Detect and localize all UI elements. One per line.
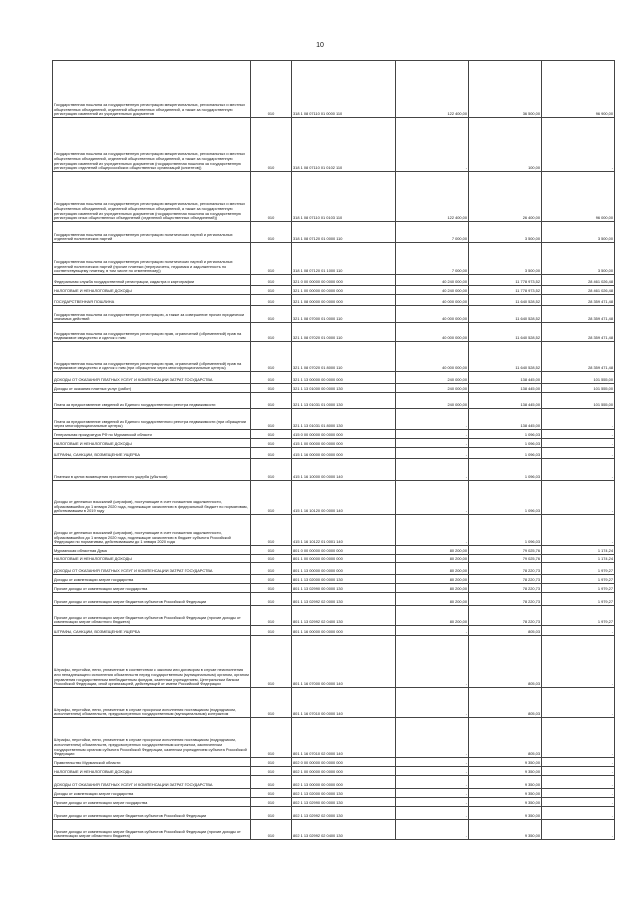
row-code-cell: 010 xyxy=(251,767,292,776)
row-kbk-cell: 415 1 16 00000 00 0000 000 xyxy=(292,448,396,459)
row-executed-cell: 11 640 528,52 xyxy=(469,342,542,372)
row-approved-cell: 240 000,00 xyxy=(396,393,469,409)
row-executed-cell: 138 445,00 xyxy=(469,393,542,409)
row-name-cell: Государственная пошлина за государственную регистрацию прав, ограничений (обременений) прав на недвижимое имущество и сделок с ним (при обращении через многофункциональные центры) xyxy=(53,342,251,372)
row-executed-cell: 1 096,03 xyxy=(469,459,542,481)
row-name-cell: Прочие доходы от компенсации затрат бюджетов субъектов Российской Федерации (прочие доходы от компенсации затрат областного бюджета) xyxy=(53,606,251,626)
row-kbk-cell: 802 1 00 00000 00 0000 000 xyxy=(292,767,396,776)
table-row xyxy=(53,515,615,546)
row-kbk-cell: 801 1 13 02990 00 0000 130 xyxy=(292,584,396,593)
row-executed-cell: 9 350,00 xyxy=(469,776,542,789)
table-row xyxy=(53,758,615,767)
row-unexecuted-cell: 1 979,27 xyxy=(542,563,615,575)
row-kbk-cell: 318 1 08 07120 01 1000 110 xyxy=(292,243,396,275)
row-kbk-cell: 801 1 00 00000 00 0000 000 xyxy=(292,555,396,563)
row-code-cell: 010 xyxy=(251,118,292,172)
row-name-cell: Генеральная прокуратура РФ по Мурманской области xyxy=(53,430,251,439)
income-table-body xyxy=(53,61,615,840)
row-approved-cell: - xyxy=(396,118,469,172)
row-name-cell: Доходы от компенсации затрат государства xyxy=(53,789,251,798)
row-executed-cell: 11 778 973,52 xyxy=(469,286,542,295)
table-row xyxy=(53,606,615,626)
table-row xyxy=(53,546,615,555)
row-executed-cell: 79 025,76 xyxy=(469,555,542,563)
row-approved-cell: - xyxy=(396,767,469,776)
row-approved-cell: 40 240 000,00 xyxy=(396,275,469,286)
row-executed-cell: 26 400,00 xyxy=(469,172,542,222)
row-approved-cell: 122 400,00 xyxy=(396,61,469,118)
row-name-cell: ШТРАФЫ, САНКЦИИ, ВОЗМЕЩЕНИЕ УЩЕРБА xyxy=(53,448,251,459)
row-kbk-cell: 801 1 13 02992 02 0000 130 xyxy=(292,593,396,606)
row-unexecuted-cell: - xyxy=(542,636,615,688)
row-executed-cell: 11 778 973,52 xyxy=(469,275,542,286)
table-row xyxy=(53,636,615,688)
row-code-cell: 010 xyxy=(251,306,292,323)
row-approved-cell: 40 240 000,00 xyxy=(396,286,469,295)
row-executed-cell: 1 096,03 xyxy=(469,430,542,439)
row-kbk-cell: 321 1 13 00000 00 0000 000 xyxy=(292,372,396,384)
row-approved-cell: 40 000 000,00 xyxy=(396,306,469,323)
row-name-cell: ГОСУДАРСТВЕННАЯ ПОШЛИНА xyxy=(53,295,251,306)
row-unexecuted-cell: - xyxy=(542,798,615,807)
row-approved-cell: 40 000 000,00 xyxy=(396,323,469,342)
row-unexecuted-cell: 101 555,00 xyxy=(542,384,615,393)
row-code-cell: 010 xyxy=(251,323,292,342)
row-unexecuted-cell: 1 174,24 xyxy=(542,546,615,555)
row-name-cell: Мурманская областная Дума xyxy=(53,546,251,555)
row-name-cell: Правительство Мурманской области xyxy=(53,758,251,767)
row-code-cell: 010 xyxy=(251,636,292,688)
table-row xyxy=(53,295,615,306)
row-code-cell: 010 xyxy=(251,758,292,767)
row-code-cell: 010 xyxy=(251,789,292,798)
table-row xyxy=(53,481,615,515)
row-kbk-cell: 802 1 13 02000 00 0000 130 xyxy=(292,789,396,798)
row-approved-cell: - xyxy=(396,636,469,688)
table-row xyxy=(53,555,615,563)
row-executed-cell: 9 350,00 xyxy=(469,789,542,798)
row-code-cell: 010 xyxy=(251,688,292,718)
row-approved-cell: - xyxy=(396,459,469,481)
row-approved-cell: 7 000,00 xyxy=(396,243,469,275)
row-unexecuted-cell: - xyxy=(542,789,615,798)
row-approved-cell: - xyxy=(396,807,469,820)
row-executed-cell: 9 350,00 xyxy=(469,758,542,767)
row-code-cell: 010 xyxy=(251,372,292,384)
row-code-cell: 010 xyxy=(251,295,292,306)
table-row xyxy=(53,393,615,409)
row-kbk-cell: 321 1 08 07000 01 0000 110 xyxy=(292,306,396,323)
row-code-cell: 010 xyxy=(251,584,292,593)
row-kbk-cell: 802 1 13 00000 00 0000 000 xyxy=(292,776,396,789)
row-name-cell: Государственная пошлина за государственную регистрацию политических партий и региональных отделений политических партий (прочие платежи (перерасчеты, недоимка и задолженность по соответствующему платежу, в том числе по отмененному)) xyxy=(53,243,251,275)
row-code-cell: 010 xyxy=(251,546,292,555)
row-kbk-cell: 318 1 08 07120 01 0000 110 xyxy=(292,222,396,243)
row-code-cell: 010 xyxy=(251,807,292,820)
row-approved-cell: - xyxy=(396,430,469,439)
row-unexecuted-cell: - xyxy=(542,767,615,776)
row-code-cell: 010 xyxy=(251,439,292,448)
row-executed-cell: 9 350,00 xyxy=(469,807,542,820)
row-approved-cell: - xyxy=(396,626,469,636)
row-unexecuted-cell: - xyxy=(542,515,615,546)
table-row xyxy=(53,575,615,584)
table-row xyxy=(53,286,615,295)
row-executed-cell: 78 220,73 xyxy=(469,606,542,626)
page-number: 10 xyxy=(316,42,324,49)
row-code-cell: 010 xyxy=(251,172,292,222)
row-executed-cell: 3 500,00 xyxy=(469,222,542,243)
row-executed-cell: 11 640 528,52 xyxy=(469,306,542,323)
table-row xyxy=(53,459,615,481)
table-row xyxy=(53,626,615,636)
row-approved-cell: - xyxy=(396,776,469,789)
row-name-cell: Доходы от денежных взысканий (штрафов), поступающие в счет погашения задолженности, образовавшейся до 1 января 2020 года, подлежащие зачислению в бюджет субъекта Российской Федерации по нормативам, действовавшим до 1 января 2020 года xyxy=(53,515,251,546)
row-approved-cell: 80 200,00 xyxy=(396,606,469,626)
row-executed-cell: 138 445,00 xyxy=(469,409,542,430)
row-approved-cell: 80 200,00 xyxy=(396,563,469,575)
row-name-cell: Плата за предоставление сведений из Единого государственного реестра недвижимости xyxy=(53,393,251,409)
row-code-cell: 010 xyxy=(251,776,292,789)
row-name-cell: Государственная пошлина за государственную регистрацию прав, ограничений (обременений) прав на недвижимое имущество и сделок с ним xyxy=(53,323,251,342)
row-unexecuted-cell: - xyxy=(542,626,615,636)
row-approved-cell: - xyxy=(396,515,469,546)
row-name-cell: Прочие доходы от компенсации затрат бюджетов субъектов Российской Федерации (прочие доходы от компенсации затрат областного бюджета) xyxy=(53,820,251,840)
row-approved-cell: 40 000 000,00 xyxy=(396,342,469,372)
row-approved-cell: 240 000,00 xyxy=(396,384,469,393)
row-name-cell: Плата за предоставление сведений из Единого государственного реестра недвижимости (при обращении через многофункциональные центры) xyxy=(53,409,251,430)
row-name-cell: ДОХОДЫ ОТ ОКАЗАНИЯ ПЛАТНЫХ УСЛУГ И КОМПЕНСАЦИИ ЗАТРАТ ГОСУДАРСТВА xyxy=(53,776,251,789)
row-executed-cell: 11 640 528,52 xyxy=(469,323,542,342)
row-unexecuted-cell: - xyxy=(542,688,615,718)
row-executed-cell: 11 640 528,52 xyxy=(469,295,542,306)
row-unexecuted-cell: 101 555,00 xyxy=(542,393,615,409)
row-code-cell: 010 xyxy=(251,718,292,758)
row-executed-cell: 1 096,03 xyxy=(469,481,542,515)
row-code-cell: 010 xyxy=(251,563,292,575)
row-name-cell: Государственная пошлина за государственную регистрацию межрегиональных, региональных и местных общественных объединений, отделений общественных объединений, а также за государственную регистрацию изменений их учредительных документов xyxy=(53,61,251,118)
row-kbk-cell: 321 1 13 01000 00 0000 130 xyxy=(292,384,396,393)
row-approved-cell: - xyxy=(396,798,469,807)
row-unexecuted-cell: - xyxy=(542,430,615,439)
row-kbk-cell: 802 1 13 02992 02 0400 130 xyxy=(292,820,396,840)
row-code-cell: 010 xyxy=(251,342,292,372)
row-name-cell: Государственная пошлина за государственную регистрацию межрегиональных, региональных и местных общественных объединений, отделений общественных объединений, а также за государственную регистрацию изменений их учредительных документов (государственная пошлина за государственную регистрацию отделений общероссийских общественных организаций (клиентов)) xyxy=(53,118,251,172)
row-name-cell: Платежи в целях возмещения причиненного ущерба (убытков) xyxy=(53,459,251,481)
row-unexecuted-cell: 96 000,00 xyxy=(542,172,615,222)
row-name-cell: НАЛОГОВЫЕ И НЕНАЛОГОВЫЕ ДОХОДЫ xyxy=(53,286,251,295)
table-row xyxy=(53,767,615,776)
table-row xyxy=(53,563,615,575)
row-kbk-cell: 801 1 16 07010 00 0000 140 xyxy=(292,688,396,718)
row-executed-cell: 1 096,03 xyxy=(469,439,542,448)
income-table xyxy=(52,60,615,840)
table-row xyxy=(53,409,615,430)
row-kbk-cell: 801 1 16 07000 00 0000 140 xyxy=(292,636,396,688)
row-approved-cell: 80 200,00 xyxy=(396,593,469,606)
row-name-cell: Федеральная служба государственной регистрации, кадастра и картографии xyxy=(53,275,251,286)
row-name-cell: НАЛОГОВЫЕ И НЕНАЛОГОВЫЕ ДОХОДЫ xyxy=(53,555,251,563)
row-name-cell: Доходы от денежных взысканий (штрафов), поступающие в счет погашения задолженности, образовавшейся до 1 января 2020 года, подлежащие зачислению в федеральный бюджет по нормативам, действовавшим в 2019 году xyxy=(53,481,251,515)
row-unexecuted-cell: 1 979,27 xyxy=(542,606,615,626)
row-unexecuted-cell: 1 979,27 xyxy=(542,584,615,593)
table-row xyxy=(53,384,615,393)
row-executed-cell: 1 096,03 xyxy=(469,448,542,459)
row-approved-cell: 80 200,00 xyxy=(396,575,469,584)
row-executed-cell: 9 350,00 xyxy=(469,798,542,807)
row-code-cell: 010 xyxy=(251,459,292,481)
row-executed-cell: 805,03 xyxy=(469,718,542,758)
row-unexecuted-cell: - xyxy=(542,448,615,459)
row-unexecuted-cell: 28 359 471,48 xyxy=(542,306,615,323)
row-executed-cell: 138 445,00 xyxy=(469,384,542,393)
row-name-cell: ДОХОДЫ ОТ ОКАЗАНИЯ ПЛАТНЫХ УСЛУГ И КОМПЕНСАЦИИ ЗАТРАТ ГОСУДАРСТВА xyxy=(53,372,251,384)
row-kbk-cell: 415 0 00 00000 00 0000 000 xyxy=(292,430,396,439)
row-unexecuted-cell: - xyxy=(542,481,615,515)
row-code-cell: 010 xyxy=(251,593,292,606)
row-unexecuted-cell: - xyxy=(542,459,615,481)
row-code-cell: 010 xyxy=(251,243,292,275)
row-name-cell: ДОХОДЫ ОТ ОКАЗАНИЯ ПЛАТНЫХ УСЛУГ И КОМПЕНСАЦИИ ЗАТРАТ ГОСУДАРСТВА xyxy=(53,563,251,575)
row-kbk-cell: 801 1 16 07010 02 0000 140 xyxy=(292,718,396,758)
row-unexecuted-cell: - xyxy=(542,776,615,789)
row-executed-cell: 805,03 xyxy=(469,636,542,688)
row-executed-cell: 100,00 xyxy=(469,118,542,172)
row-name-cell: Государственная пошлина за государственную регистрацию политических партий и региональных отделений политических партий xyxy=(53,222,251,243)
row-kbk-cell: 321 1 08 07020 01 0000 110 xyxy=(292,323,396,342)
row-approved-cell: - xyxy=(396,448,469,459)
row-kbk-cell: 415 1 16 10120 00 0000 140 xyxy=(292,481,396,515)
row-kbk-cell: 321 0 00 00000 00 0000 000 xyxy=(292,275,396,286)
row-kbk-cell: 802 1 13 02990 00 0000 130 xyxy=(292,798,396,807)
row-code-cell: 010 xyxy=(251,222,292,243)
row-kbk-cell: 801 1 13 00000 00 0000 000 xyxy=(292,563,396,575)
row-unexecuted-cell: 3 500,00 xyxy=(542,222,615,243)
row-approved-cell: 7 000,00 xyxy=(396,222,469,243)
row-approved-cell: 40 000 000,00 xyxy=(396,295,469,306)
row-approved-cell: 122 400,00 xyxy=(396,172,469,222)
row-executed-cell: 78 220,73 xyxy=(469,563,542,575)
row-kbk-cell: 802 0 00 00000 00 0000 000 xyxy=(292,758,396,767)
row-unexecuted-cell: 1 174,24 xyxy=(542,555,615,563)
row-name-cell: Доходы от оказания платных услуг (работ) xyxy=(53,384,251,393)
table-row xyxy=(53,593,615,606)
table-row xyxy=(53,807,615,820)
row-kbk-cell: 321 1 00 00000 00 0000 000 xyxy=(292,286,396,295)
row-name-cell: НАЛОГОВЫЕ И НЕНАЛОГОВЫЕ ДОХОДЫ xyxy=(53,767,251,776)
row-executed-cell: 9 350,00 xyxy=(469,820,542,840)
row-kbk-cell: 321 1 13 01031 01 8000 130 xyxy=(292,409,396,430)
row-unexecuted-cell: - xyxy=(542,439,615,448)
table-row xyxy=(53,118,615,172)
row-unexecuted-cell: 28 461 026,48 xyxy=(542,275,615,286)
row-unexecuted-cell: - xyxy=(542,409,615,430)
table-row xyxy=(53,243,615,275)
row-code-cell: 010 xyxy=(251,575,292,584)
row-approved-cell: - xyxy=(396,758,469,767)
row-name-cell: Штрафы, неустойки, пени, уплаченные в случае просрочки исполнения поставщиком (подрядчиком, исполнителем) обязательств, предусмотренных государственным (муниципальным) контрактом xyxy=(53,688,251,718)
table-row xyxy=(53,448,615,459)
row-kbk-cell: 801 0 00 00000 00 0000 000 xyxy=(292,546,396,555)
table-row xyxy=(53,306,615,323)
table-row xyxy=(53,275,615,286)
table-row xyxy=(53,776,615,789)
row-executed-cell: 1 096,03 xyxy=(469,515,542,546)
row-code-cell: 010 xyxy=(251,820,292,840)
row-kbk-cell: 415 1 00 00000 00 0000 000 xyxy=(292,439,396,448)
table-row xyxy=(53,372,615,384)
row-code-cell: 010 xyxy=(251,275,292,286)
row-approved-cell: 80 200,00 xyxy=(396,555,469,563)
row-name-cell: Прочие доходы от компенсации затрат бюджетов субъектов Российской Федерации xyxy=(53,807,251,820)
row-name-cell: НАЛОГОВЫЕ И НЕНАЛОГОВЫЕ ДОХОДЫ xyxy=(53,439,251,448)
row-kbk-cell: 318 1 08 07110 01 0102 110 xyxy=(292,118,396,172)
row-approved-cell: - xyxy=(396,439,469,448)
row-executed-cell: 79 025,76 xyxy=(469,546,542,555)
row-unexecuted-cell: 28 461 026,48 xyxy=(542,286,615,295)
row-executed-cell: 78 220,73 xyxy=(469,593,542,606)
row-kbk-cell: 415 1 16 10000 00 0000 140 xyxy=(292,459,396,481)
row-unexecuted-cell: 101 555,00 xyxy=(542,372,615,384)
table-row xyxy=(53,342,615,372)
row-code-cell: 010 xyxy=(251,555,292,563)
row-approved-cell: - xyxy=(396,820,469,840)
row-name-cell: Государственная пошлина за государственную регистрацию, а также за совершение прочих юридически значимых действий xyxy=(53,306,251,323)
row-kbk-cell: 321 1 08 00000 00 0000 000 xyxy=(292,295,396,306)
row-unexecuted-cell: - xyxy=(542,807,615,820)
row-code-cell: 010 xyxy=(251,393,292,409)
row-code-cell: 010 xyxy=(251,430,292,439)
row-executed-cell: 78 220,73 xyxy=(469,575,542,584)
row-executed-cell: 138 445,00 xyxy=(469,372,542,384)
row-name-cell: ШТРАФЫ, САНКЦИИ, ВОЗМЕЩЕНИЕ УЩЕРБА xyxy=(53,626,251,636)
row-kbk-cell: 801 1 16 00000 00 0000 000 xyxy=(292,626,396,636)
row-executed-cell: 9 350,00 xyxy=(469,767,542,776)
table-row xyxy=(53,688,615,718)
row-name-cell: Прочие доходы от компенсации затрат государства xyxy=(53,798,251,807)
table-row xyxy=(53,172,615,222)
table-row xyxy=(53,222,615,243)
row-code-cell: 010 xyxy=(251,798,292,807)
row-kbk-cell: 801 1 13 02992 02 0400 130 xyxy=(292,606,396,626)
row-unexecuted-cell: 1 979,27 xyxy=(542,575,615,584)
row-unexecuted-cell: - xyxy=(542,718,615,758)
row-approved-cell: - xyxy=(396,718,469,758)
row-executed-cell: 36 500,00 xyxy=(469,61,542,118)
row-executed-cell: 78 220,73 xyxy=(469,584,542,593)
row-unexecuted-cell: - xyxy=(542,758,615,767)
row-kbk-cell: 318 1 08 07110 01 0000 110 xyxy=(292,61,396,118)
row-unexecuted-cell: 3 500,00 xyxy=(542,243,615,275)
row-unexecuted-cell: 1 979,27 xyxy=(542,593,615,606)
row-code-cell: 010 xyxy=(251,626,292,636)
row-code-cell: 010 xyxy=(251,61,292,118)
row-approved-cell: - xyxy=(396,688,469,718)
row-unexecuted-cell: 28 359 471,48 xyxy=(542,295,615,306)
row-approved-cell: 80 200,00 xyxy=(396,584,469,593)
table-row xyxy=(53,798,615,807)
row-name-cell: Доходы от компенсации затрат государства xyxy=(53,575,251,584)
row-kbk-cell: 321 1 08 07020 01 8000 110 xyxy=(292,342,396,372)
row-unexecuted-cell: - xyxy=(542,118,615,172)
row-code-cell: 010 xyxy=(251,515,292,546)
row-name-cell: Штрафы, неустойки, пени, уплаченные в соответствии с законом или договором в случае неисполнения или ненадлежащего исполнения обязательств перед государственным (муниципальным) органом, органом управления государственным внебюджетным фондом, казенным учреждением, Центральным банком Российской Федерации, иной организацией, действующей от имени Российской Федерации xyxy=(53,636,251,688)
row-name-cell: Прочие доходы от компенсации затрат бюджетов субъектов Российской Федерации xyxy=(53,593,251,606)
row-name-cell: Государственная пошлина за государственную регистрацию межрегиональных, региональных и местных общественных объединений, отделений общественных объединений, а также за государственную регистрацию изменений их учредительных документов (государственная пошлина за государственную регистрацию иных общественных объединений (отделений общественных объединений)) xyxy=(53,172,251,222)
row-kbk-cell: 802 1 13 02992 02 0000 130 xyxy=(292,807,396,820)
table-row xyxy=(53,323,615,342)
row-code-cell: 010 xyxy=(251,384,292,393)
table-row xyxy=(53,820,615,840)
row-approved-cell: - xyxy=(396,409,469,430)
row-name-cell: Прочие доходы от компенсации затрат государства xyxy=(53,584,251,593)
table-row xyxy=(53,718,615,758)
row-kbk-cell: 321 1 13 01031 01 0000 130 xyxy=(292,393,396,409)
row-code-cell: 010 xyxy=(251,606,292,626)
row-code-cell: 010 xyxy=(251,481,292,515)
row-approved-cell: 80 200,00 xyxy=(396,546,469,555)
row-approved-cell: 240 000,00 xyxy=(396,372,469,384)
row-unexecuted-cell: 96 900,00 xyxy=(542,61,615,118)
row-kbk-cell: 801 1 13 02000 00 0000 130 xyxy=(292,575,396,584)
row-unexecuted-cell: 28 359 471,48 xyxy=(542,342,615,372)
table-row xyxy=(53,430,615,439)
row-approved-cell: - xyxy=(396,481,469,515)
row-code-cell: 010 xyxy=(251,286,292,295)
row-executed-cell: 805,03 xyxy=(469,688,542,718)
table-row xyxy=(53,61,615,118)
row-unexecuted-cell: - xyxy=(542,820,615,840)
table-row xyxy=(53,439,615,448)
table-row xyxy=(53,584,615,593)
row-name-cell: Штрафы, неустойки, пени, уплаченные в случае просрочки исполнения поставщиком (подрядчиком, исполнителем) обязательств, предусмотренных государственным контрактом, заключенным государственным органом субъекта Российской Федерации, казенным учреждением субъекта Российской Федерации xyxy=(53,718,251,758)
row-code-cell: 010 xyxy=(251,448,292,459)
row-executed-cell: 3 500,00 xyxy=(469,243,542,275)
row-kbk-cell: 318 1 08 07110 01 0103 110 xyxy=(292,172,396,222)
row-code-cell: 010 xyxy=(251,409,292,430)
row-approved-cell: - xyxy=(396,789,469,798)
row-executed-cell: 805,03 xyxy=(469,626,542,636)
row-kbk-cell: 415 1 16 10122 01 0001 140 xyxy=(292,515,396,546)
row-unexecuted-cell: 28 359 471,48 xyxy=(542,323,615,342)
table-row xyxy=(53,789,615,798)
